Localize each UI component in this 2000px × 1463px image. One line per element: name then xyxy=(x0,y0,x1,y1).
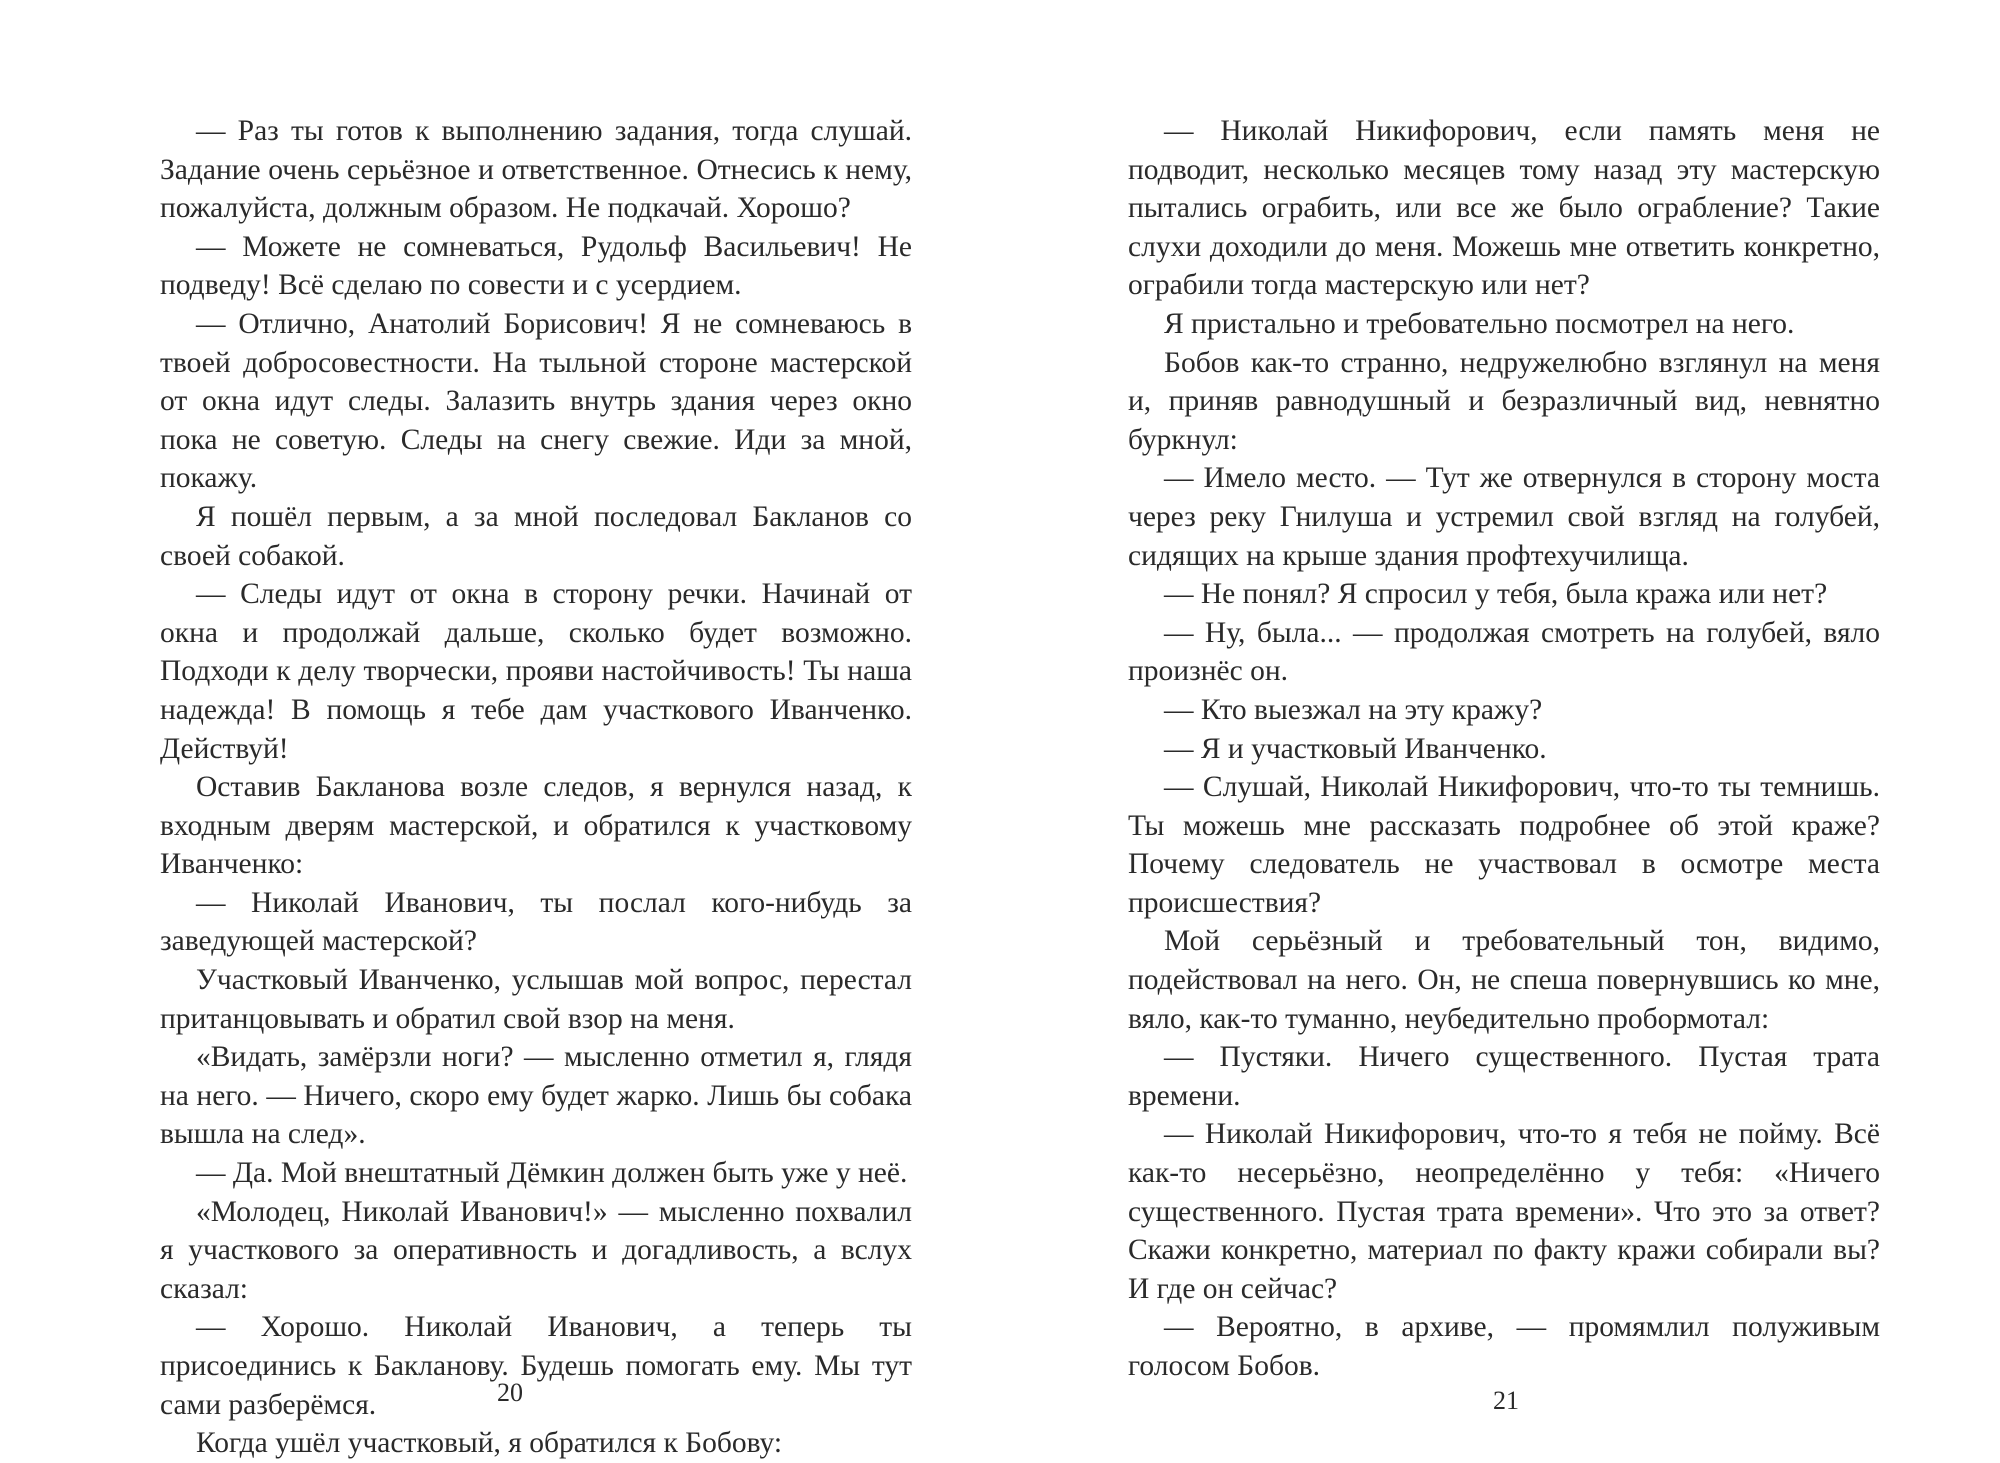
paragraph: — Хорошо. Николай Иванович, а теперь ты присоединись к Бакланову. Будешь помогать ему. Мы тут сами разберёмся. xyxy=(160,1311,912,1421)
paragraph: Бобов как-то странно, недружелюбно взглянул на меня и, приняв равнодушный и безразличный вид, невнятно буркнул: xyxy=(1128,346,1880,456)
paragraph: — Кто выезжал на эту кражу? xyxy=(1164,693,1543,726)
paragraph: — Николай Никифорович, что-то я тебя не пойму. Всё как-то несерьёзно, неопределённо у тебя: «Ничего существенного. Пустая трата времени». Что это за ответ? Скажи конкретно, материал по факту кражи собирали вы? И где он сейчас? xyxy=(1128,1118,1880,1305)
paragraph: Я пошёл первым, а за мной последовал Бакланов со своей собакой. xyxy=(160,500,912,572)
right-page xyxy=(1128,112,1880,1386)
paragraph: Оставив Бакланова возле следов, я вернулся назад, к входным дверям мастерской, и обратился к участковому Иванченко: xyxy=(160,771,912,881)
page-number-right: 21 xyxy=(1493,1386,1519,1415)
paragraph: — Николай Никифорович, если память меня не подводит, несколько месяцев тому назад эту мастерскую пытались ограбить, или все же было ограбление? Такие слухи доходили до меня. Можешь мне ответить конкретно, ограбили тогда мастерскую или нет? xyxy=(1128,115,1880,302)
paragraph: — Николай Иванович, ты послал кого-нибудь за заведующей мастерской? xyxy=(160,886,912,958)
paragraph: Мой серьёзный и требовательный тон, видимо, подействовал на него. Он, не спеша повернувшись ко мне, вяло, как-то туманно, неубедительно пробормотал: xyxy=(1128,925,1880,1035)
paragraph: — Имело место. — Тут же отвернулся в сторону моста через реку Гнилуша и устремил свой взгляд на голубей, сидящих на крыше здания профтехучилища. xyxy=(1128,462,1880,572)
left-page xyxy=(160,112,912,1463)
paragraph: — Да. Мой внештатный Дёмкин должен быть уже у неё. xyxy=(196,1157,908,1190)
paragraph: — Можете не сомневаться, Рудольф Васильевич! Не подведу! Всё сделаю по совести и с усердием. xyxy=(160,230,912,302)
paragraph: — Слушай, Николай Никифорович, что-то ты темнишь. Ты можешь мне рассказать подробнее об этой краже? Почему следователь не участвовал в осмотре места происшествия? xyxy=(1128,771,1880,919)
paragraph: Когда ушёл участковый, я обратился к Бобову: xyxy=(196,1427,783,1460)
page-number-left: 20 xyxy=(497,1378,523,1407)
paragraph: — Не понял? Я спросил у тебя, была кража или нет? xyxy=(1164,578,1828,611)
paragraph: «Молодец, Николай Иванович!» — мысленно похвалил я участкового за оперативность и догадливость, а вслух сказал: xyxy=(160,1195,912,1305)
paragraph: Я пристально и требовательно посмотрел на него. xyxy=(1164,307,1795,340)
paragraph: «Видать, замёрзли ноги? — мысленно отметил я, глядя на него. — Ничего, скоро ему будет жарко. Лишь бы собака вышла на след». xyxy=(160,1041,912,1151)
paragraph: — Отлично, Анатолий Борисович! Я не сомневаюсь в твоей добросовестности. На тыльной стороне мастерской от окна идут следы. Залазить внутрь здания через окно пока не советую. Следы на снегу свежие. Иди за мной, покажу. xyxy=(160,307,912,495)
paragraph: — Я и участковый Иванченко. xyxy=(1164,732,1547,765)
paragraph: — Следы идут от окна в сторону речки. Начинай от окна и продолжай дальше, сколько будет возможно. Подходи к делу творчески, прояви настойчивость! Ты наша надежда! В помощь я тебе дам участкового Иванченко. Действуй! xyxy=(160,578,912,765)
paragraph: — Ну, была... — продолжая смотреть на голубей, вяло произнёс он. xyxy=(1128,616,1880,688)
paragraph: Участковый Иванченко, услышав мой вопрос, перестал пританцовывать и обратил свой взор на меня. xyxy=(160,964,912,1035)
paragraph: — Пустяки. Ничего существенного. Пустая трата времени. xyxy=(1128,1041,1880,1112)
paragraph: — Вероятно, в архиве, — промямлил полуживым голосом Бобов. xyxy=(1128,1311,1880,1382)
paragraph: — Раз ты готов к выполнению задания, тогда слушай. Задание очень серьёзное и ответственное. Отнесись к нему, пожалуйста, должным образом. Не подкачай. Хорошо? xyxy=(160,115,912,225)
